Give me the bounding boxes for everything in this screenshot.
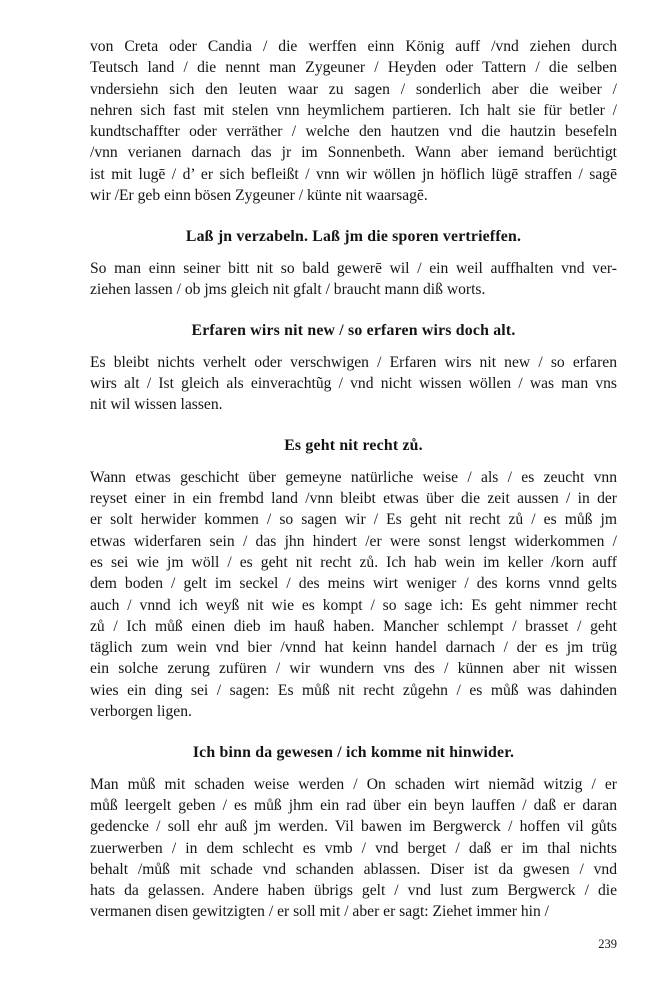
text-line: Wann etwas geschicht über gemeyne natürliche weise / als / es zeucht vnn [90, 468, 617, 486]
text-line: ein solche zerung zufüren / wir wundern vns des / künnen aber nit wissen [90, 660, 617, 678]
page-number: 239 [598, 936, 617, 951]
text-line: wir /Er geb einn bösen Zygeuner / künte nit waarsagē. [90, 187, 428, 205]
paragraph-4 [90, 774, 617, 923]
text-line: es sei wie jm wöll / es geht nit recht zů. Ich hab wein im keller /korn auff [90, 553, 617, 571]
page-content [90, 36, 617, 923]
text-line: vermanen disen gewitzigten / er soll mit / aber er sagt: Ziehet immer hin / [90, 903, 550, 921]
text-line: er solt herwider kommen / so sagen wir / Es geht nit recht zů / es můß jm [90, 511, 617, 529]
text-line: wies ein ding sei / sagen: Es můß nit recht zůgehn / es můß was dahinden [90, 681, 617, 699]
text-line: Es bleibt nichts verhelt oder verschwigen / Erfaren wirs nit new / so erfaren [90, 353, 617, 371]
text-line: vndersiehn sich den leuten waar zu sagen / sonderlich aber die weiber / [90, 80, 617, 98]
text-line: verborgen ligen. [90, 703, 192, 721]
text-line: ziehen lassen / ob jms gleich nit gfalt / braucht mann diß worts. [90, 280, 486, 298]
text-line: nit wil wissen lassen. [90, 396, 223, 414]
text-line: wirs alt / Ist gleich als einverachtũg / vnd nicht wissen wöllen / was man vns [90, 374, 617, 392]
text-line: Man můß mit schaden weise werden / On schaden wirt niemãd witzig / er [90, 775, 617, 793]
text-line: hats da gelassen. Andere haben übrigs gelt / vnd lust zum Bergwerck / die [90, 882, 617, 900]
text-line: gedencke / soll ehr auß jm werden. Vil bawen im Bergwerck / hoffen vil gůts [90, 818, 617, 836]
page-footer [90, 936, 617, 953]
text-line: So man einn seiner bitt nit so bald gewerē wil / ein weil auffhalten vnd ver- [90, 259, 617, 277]
text-line: etwas widerfaren sein / das jhn hindert /er were sonst lengst widerkommen / [90, 532, 617, 550]
text-line: behalt /můß mit schade vnd schanden ablassen. Diser ist da gwesen / vnd [90, 860, 617, 878]
text-line: auch / vnnd ich weyß nit wie es kompt / so sage ich: Es geht nimmer recht [90, 596, 617, 614]
text-line: Teutsch land / die nennt man Zygeuner / Heyden oder Tattern / die selben [90, 59, 617, 77]
text-line: nehren sich fast mit stelen vnn heymlichem partieren. Ich halt sie für betler / [90, 101, 617, 119]
paragraph-continuation [90, 36, 617, 206]
text-line: von Creta oder Candia / die werffen einn König auff /vnd ziehen durch [90, 38, 617, 55]
text-line: /vnn verianen darnach das jr im Sonnenbeth. Wann aber iemand berüchtigt [90, 144, 617, 162]
proverb-heading-4: Ich binn da gewesen / ich komme nit hinwider. [192, 744, 515, 762]
text-line: zuerwerben / in dem schlecht es vmb / vnd berget / daß er im thal nichts [90, 839, 617, 857]
text-line: zů / Ich můß einen dieb im hauß haben. Mancher schlempt / brasset / geht [90, 617, 617, 635]
proverb-heading-1: Laß jn verzabeln. Laß jm die sporen vertrieffen. [185, 228, 522, 246]
paragraph-1 [90, 258, 617, 301]
text-line: můß leergelt geben / es můß jhm ein rad über ein beyn lauffen / daß er daran [90, 796, 617, 814]
proverb-heading-3: Es geht nit recht zů. [284, 437, 423, 455]
text-line: reyset einer in ein frembd land /vnn bleibt etwas über die zeit aussen / in der [90, 490, 617, 508]
paragraph-2 [90, 352, 617, 416]
text-line: täglich zum wein vnd bier /vnnd hat keinn handel darnach / der es jm trüg [90, 639, 617, 657]
paragraph-3 [90, 467, 617, 723]
text-line: ist mit lugē / d’ er sich befleißt / vnn wir wöllen jn höflich lügē straffen / sagē [90, 165, 617, 183]
text-line: kundtschaffter oder verräther / welche den hautzen vnd die hautzin besefeln [90, 123, 617, 141]
text-line: dem boden / gelt im seckel / des meins wirt weniger / des korns vnnd gelts [90, 575, 617, 593]
proverb-heading-2: Erfaren wirs nit new / so erfaren wirs doch alt. [191, 322, 516, 340]
